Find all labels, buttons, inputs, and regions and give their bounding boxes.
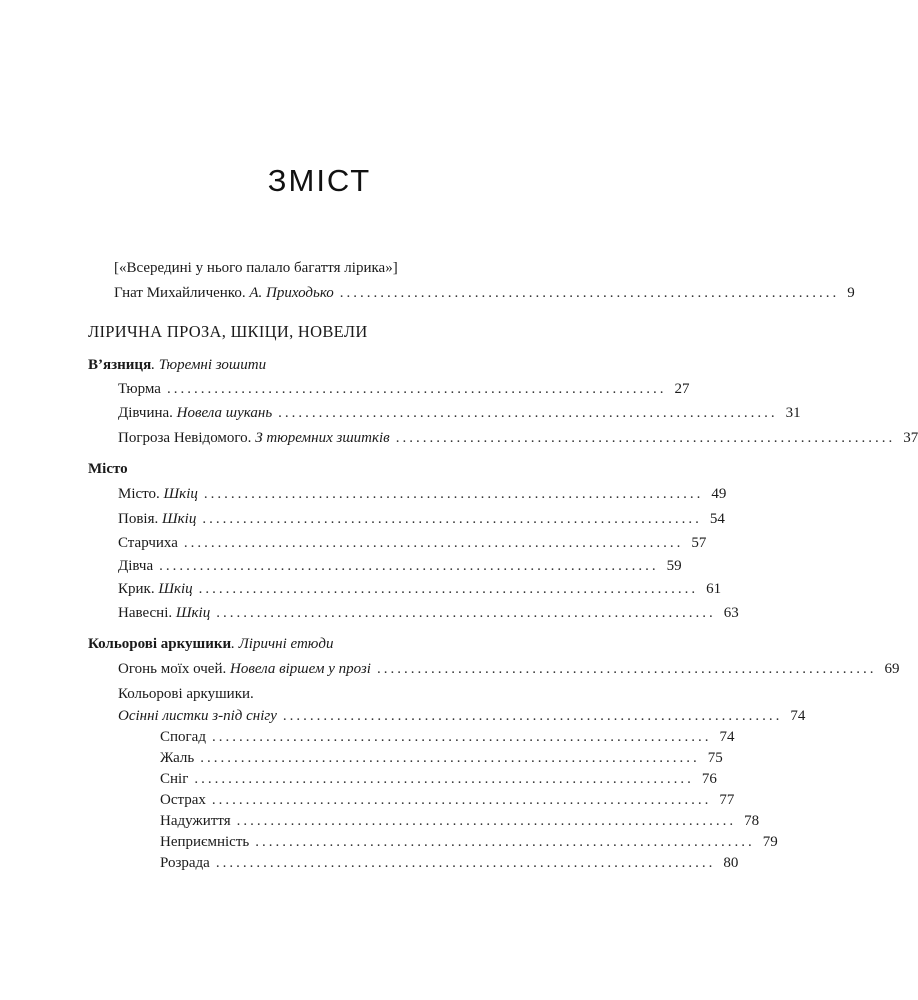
page-number: 75 — [707, 750, 723, 766]
entry-title: Спогад — [160, 729, 206, 745]
leader-dots: .......................................................................... — [216, 605, 716, 621]
toc-entry[interactable] — [118, 532, 707, 554]
entry-title: Повія. — [118, 511, 162, 527]
intro-editor: А. Приходько — [249, 285, 334, 301]
leader-dots: .......................................................................... — [339, 285, 840, 301]
leader-dots: .......................................................................... — [282, 708, 783, 724]
toc-entry[interactable] — [118, 602, 739, 624]
page-number: 31 — [785, 405, 801, 421]
page-number: 37 — [903, 430, 918, 446]
intro-entry[interactable] — [114, 282, 855, 304]
page-number: 78 — [744, 813, 760, 829]
entry-title: Надужиття — [160, 813, 231, 829]
toc-subentry[interactable] — [160, 852, 739, 874]
leader-dots: .......................................................................... — [198, 581, 699, 597]
toc-entry[interactable] — [118, 402, 801, 424]
section-heading: ЛІРИЧНА ПРОЗА, ШКІЦИ, НОВЕЛИ — [88, 322, 368, 341]
entry-subtitle: Осінні листки з-під снігу — [118, 708, 277, 724]
entry-subtitle: З тюремних зшитків — [255, 430, 390, 446]
entry-subtitle: Новела віршем у прозі — [229, 661, 371, 677]
leader-dots: .......................................................................... — [376, 661, 877, 677]
page-number: 9 — [847, 285, 855, 301]
entry-title: Огонь моїх очей. — [118, 661, 230, 677]
subgroup-title: Кольорові аркушики. — [118, 686, 254, 702]
entry-title: Дівча — [118, 558, 154, 574]
entry-subtitle: Шкіц — [161, 511, 197, 527]
page-number: 79 — [762, 834, 778, 850]
entry-title: Жаль — [160, 750, 195, 766]
leader-dots: .......................................................................... — [200, 750, 700, 766]
group-title: Кольорові аркушики — [88, 636, 232, 652]
page-number: 63 — [723, 605, 739, 621]
page-number: 74 — [790, 708, 806, 724]
toc-subentry[interactable] — [160, 831, 778, 853]
page-number: 77 — [719, 792, 735, 808]
leader-dots: .......................................................................... — [236, 813, 737, 829]
leader-dots: .......................................................................... — [194, 771, 694, 787]
entry-subtitle: Шкіц — [158, 581, 193, 597]
leader-dots: .......................................................................... — [202, 511, 702, 527]
toc-entry[interactable] — [118, 508, 725, 530]
entry-title: Крик. — [118, 581, 159, 597]
toc-entry[interactable] — [118, 427, 918, 449]
intro-line-1: [«Всередині у нього палало багаття лірика»] — [114, 260, 398, 276]
page-number: 69 — [884, 661, 900, 677]
toc-entry[interactable] — [118, 483, 727, 505]
page-number: 80 — [723, 855, 739, 871]
group-subtitle: . Ліричні етюди — [231, 636, 334, 652]
toc-entry[interactable] — [118, 705, 806, 727]
group-heading-kolorovi-arkushyky — [88, 633, 333, 655]
leader-dots: .......................................................................... — [255, 834, 755, 850]
toc-subentry[interactable] — [160, 726, 735, 748]
toc-subentry[interactable] — [160, 789, 735, 811]
page-number: 27 — [674, 381, 690, 397]
intro-author: Гнат Михайличенко. — [114, 285, 250, 301]
group-heading-misto — [88, 458, 128, 480]
entry-title: Старчиха — [118, 535, 178, 551]
entry-subtitle: Новела шукань — [176, 405, 273, 421]
leader-dots: .......................................................................... — [395, 430, 896, 446]
leader-dots: .......................................................................... — [211, 792, 712, 808]
page-number: 57 — [691, 535, 707, 551]
entry-title: Погроза Невідомого. — [118, 430, 256, 446]
toc-entry[interactable] — [118, 555, 682, 577]
leader-dots: .......................................................................... — [183, 535, 684, 551]
leader-dots: .......................................................................... — [211, 729, 712, 745]
toc-entry[interactable] — [118, 578, 722, 600]
toc-subentry[interactable] — [160, 747, 723, 769]
group-title: Місто — [88, 461, 128, 477]
entry-title: Дівчина. — [118, 405, 177, 421]
page-title: ЗМІСТ — [267, 163, 372, 198]
group-subtitle: . Тюремні зошити — [151, 357, 267, 373]
toc-entry[interactable] — [118, 378, 690, 400]
entry-title: Навесні. — [118, 605, 176, 621]
entry-title: Тюрма — [118, 381, 161, 397]
entry-title: Сніг — [160, 771, 189, 787]
entry-subtitle: Шкіц — [175, 605, 211, 621]
entry-title: Розрада — [160, 855, 210, 871]
page-number: 54 — [709, 511, 725, 527]
entry-title: Місто. — [118, 486, 164, 502]
page-number: 59 — [666, 558, 682, 574]
leader-dots: .......................................................................... — [215, 855, 716, 871]
leader-dots: .......................................................................... — [159, 558, 659, 574]
leader-dots: .......................................................................... — [278, 405, 778, 421]
page-number: 74 — [719, 729, 735, 745]
toc-entry[interactable] — [118, 658, 900, 680]
group-title: В’язниця — [88, 357, 152, 373]
page-number: 76 — [701, 771, 717, 787]
page-number: 61 — [706, 581, 722, 597]
page-number: 49 — [711, 486, 727, 502]
group-heading-vyaznytsia — [88, 354, 266, 376]
entry-title: Острах — [160, 792, 206, 808]
leader-dots: .......................................................................... — [203, 486, 704, 502]
leader-dots: .......................................................................... — [166, 381, 667, 397]
toc-subentry[interactable] — [160, 768, 717, 790]
entry-subtitle: Шкіц — [163, 486, 198, 502]
entry-title: Неприємність — [160, 834, 250, 850]
toc-subentry[interactable] — [160, 810, 760, 832]
